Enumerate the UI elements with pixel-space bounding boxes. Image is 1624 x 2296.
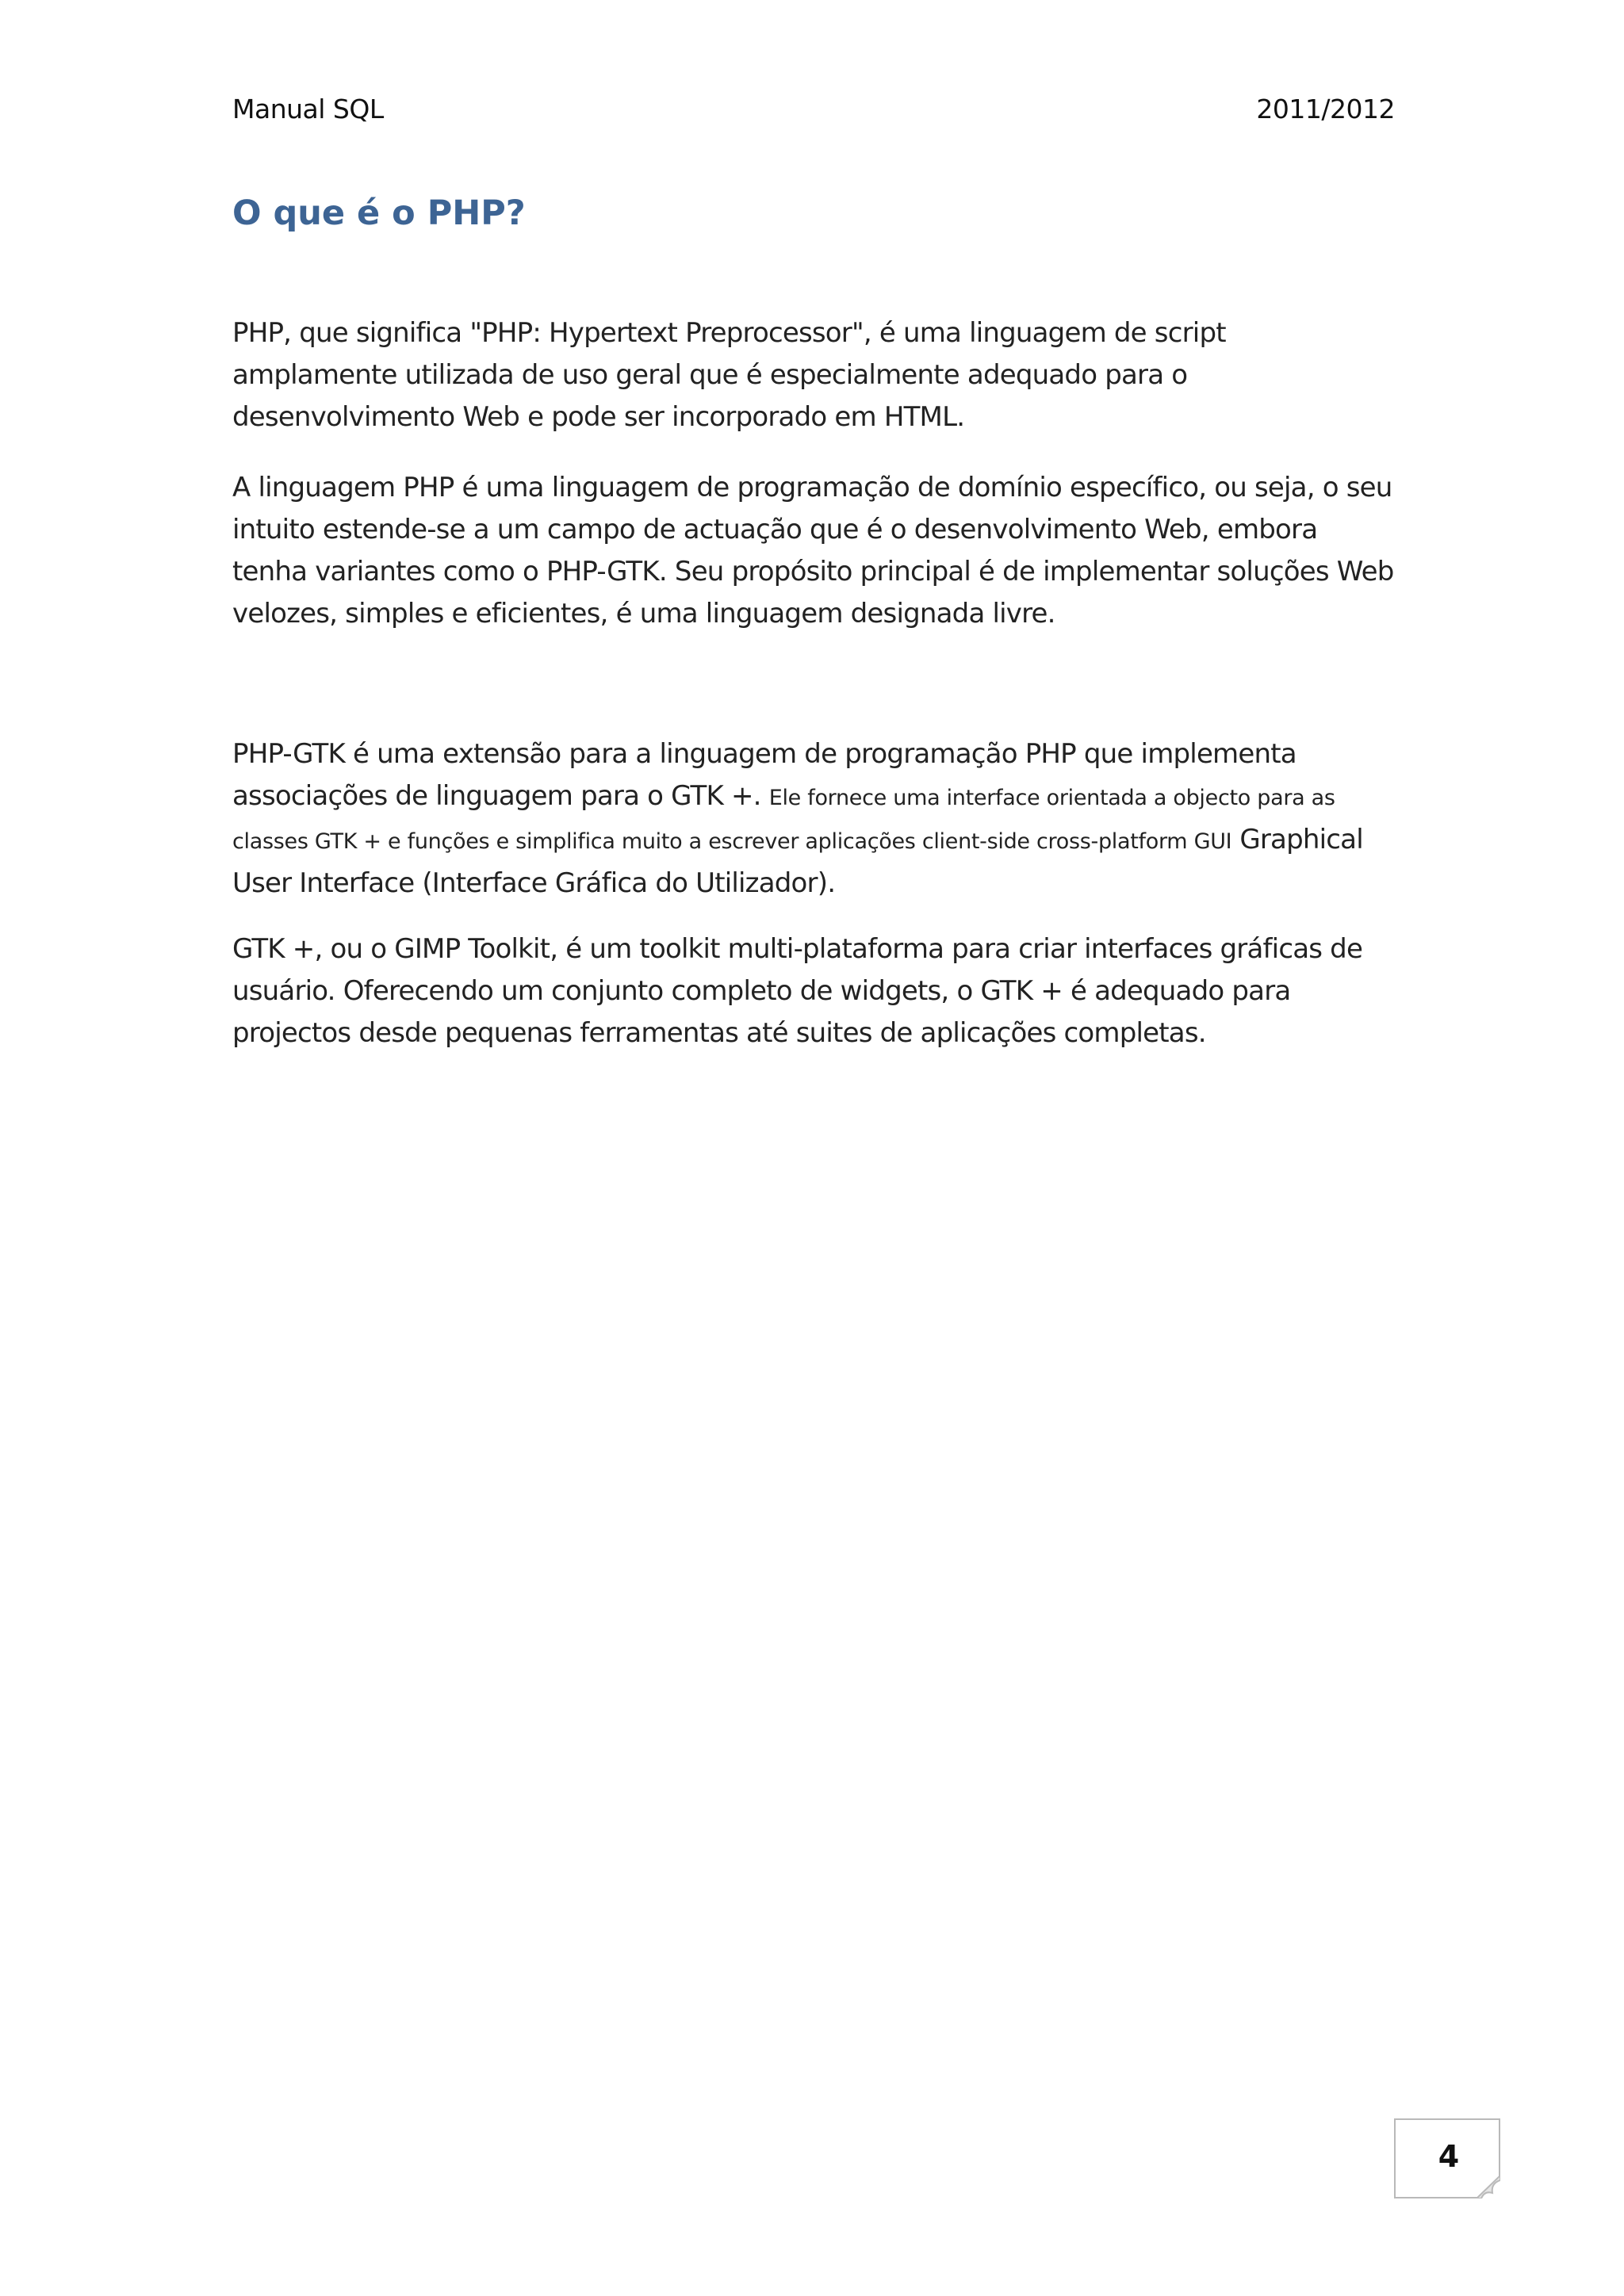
paragraph-php-gtk xyxy=(232,733,1398,905)
paragraph-php-definition: PHP, que significa "PHP: Hypertext Preprocessor", é uma linguagem de script amplamente utilizada de uso geral que é especialmente adequado para o desenvolvimento Web e pode ser incorporado em HTML. xyxy=(232,317,1226,433)
page-number: 4 xyxy=(1438,2139,1460,2174)
section-title: O que é o PHP? xyxy=(232,193,526,233)
paragraph-php-gtk-intro: PHP-GTK é uma extensão para a linguagem de programação PHP que implementa associações de linguagem para o GTK +. xyxy=(232,738,1297,812)
paragraph-php-gtk-small-text: Ele fornece uma interface orientada a objecto para as classes GTK + e funções e simplifica muito a escrever aplicações client-side cross-platform GUI xyxy=(232,786,1335,854)
page-number-box xyxy=(1394,2118,1500,2198)
paragraph-php-gtk-gui: Graphical User Interface (Interface Gráfica do Utilizador). xyxy=(232,824,1363,899)
paragraph-php-language: A linguagem PHP é uma linguagem de programação de domínio específico, ou seja, o seu intuito estende-se a um campo de actuação que é o desenvolvimento Web, embora tenha variantes como o PHP-GTK. Seu propósito principal é de implementar soluções Web velozes, simples e eficientes, é uma linguagem designada livre. xyxy=(232,472,1394,629)
header-document-title: Manual SQL xyxy=(232,94,384,124)
page-header xyxy=(232,94,1395,124)
page-curl-icon xyxy=(1477,2175,1500,2198)
paragraph-gtk-toolkit: GTK +, ou o GIMP Toolkit, é um toolkit multi-plataforma para criar interfaces gráficas de usuário. Oferecendo um conjunto completo de widgets, o GTK + é adequado para projectos desde pequenas ferramentas até suites de aplicações completas. xyxy=(232,933,1363,1049)
header-school-year: 2011/2012 xyxy=(1256,94,1395,124)
